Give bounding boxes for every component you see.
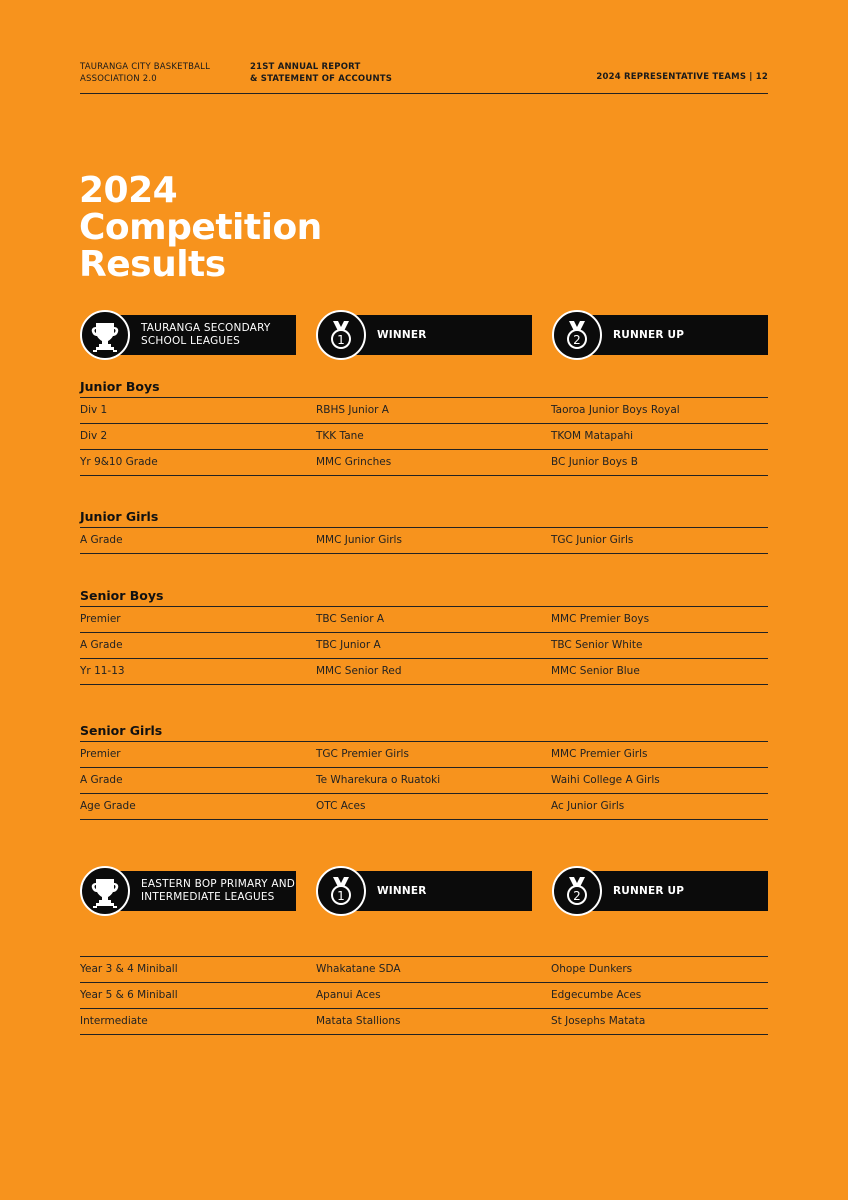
table-row — [80, 633, 768, 659]
league-banner-primary — [80, 865, 296, 917]
runner-up-banner-primary — [552, 865, 768, 917]
header-divider — [80, 93, 768, 94]
medal-1-icon — [316, 866, 366, 916]
runner-up-heading: RUNNER UP — [613, 328, 685, 341]
league-name-line1: TAURANGA SECONDARY — [141, 322, 271, 334]
medal-2-icon — [552, 866, 602, 916]
runner-up-cell: MMC Premier Boys — [551, 613, 650, 625]
section-junior-girls — [80, 507, 768, 554]
league-name — [141, 315, 271, 355]
table-row — [80, 607, 768, 633]
results-table — [80, 397, 768, 476]
runner-up-cell: TKOM Matapahi — [551, 430, 634, 442]
header-report-line1: 21ST ANNUAL REPORT — [250, 62, 361, 72]
table-row — [80, 768, 768, 794]
results-table — [80, 527, 768, 554]
table-row — [80, 398, 768, 424]
runner-up-heading: RUNNER UP — [613, 884, 685, 897]
header-org-line2: ASSOCIATION 2.0 — [80, 74, 157, 84]
winner-cell: TBC Senior A — [316, 613, 385, 625]
svg-text:2: 2 — [573, 889, 581, 903]
table-row — [80, 659, 768, 685]
winner-banner-secondary — [316, 309, 532, 361]
trophy-icon — [80, 310, 130, 360]
winner-cell: Te Wharekura o Ruatoki — [316, 774, 441, 786]
league-name-line2: SCHOOL LEAGUES — [141, 335, 241, 347]
section-primary-intermediate — [80, 956, 768, 1035]
table-row — [80, 957, 768, 983]
grade-cell: Div 1 — [80, 404, 108, 416]
winner-cell: MMC Grinches — [316, 456, 392, 468]
svg-text:2: 2 — [573, 333, 581, 347]
page-title-line1: 2024 — [79, 170, 178, 211]
table-row — [80, 794, 768, 820]
grade-cell: A Grade — [80, 534, 123, 546]
section-title: Junior Girls — [80, 509, 159, 524]
primary-banner-row — [80, 865, 768, 917]
winner-cell: MMC Senior Red — [316, 665, 402, 677]
grade-cell: Yr 9&10 Grade — [80, 456, 158, 468]
svg-text:1: 1 — [337, 889, 345, 903]
winner-heading: WINNER — [377, 884, 427, 897]
header-section-page: 2024 REPRESENTATIVE TEAMS | 12 — [596, 72, 768, 82]
winner-cell: MMC Junior Girls — [316, 534, 402, 546]
runner-up-cell: TBC Senior White — [551, 639, 643, 651]
section-title: Senior Girls — [80, 723, 163, 738]
winner-cell: RBHS Junior A — [316, 404, 389, 416]
section-title: Senior Boys — [80, 588, 164, 603]
results-table — [80, 741, 768, 820]
header-report-line2: & STATEMENT OF ACCOUNTS — [250, 74, 393, 84]
page-title — [79, 172, 322, 283]
runner-up-cell: BC Junior Boys B — [551, 456, 638, 468]
runner-up-cell: Taoroa Junior Boys Royal — [551, 404, 680, 416]
section-junior-boys — [80, 377, 768, 476]
medal-2-icon — [552, 310, 602, 360]
table-row — [80, 983, 768, 1009]
grade-cell: Yr 11-13 — [80, 665, 125, 677]
table-row — [80, 1009, 768, 1035]
grade-cell: Premier — [80, 748, 121, 760]
header-organisation — [80, 61, 210, 85]
results-table — [80, 956, 768, 1035]
header-report-title — [250, 61, 392, 85]
header-org-line1: TAURANGA CITY BASKETBALL — [80, 62, 211, 72]
runner-up-cell: Waihi College A Girls — [551, 774, 660, 786]
grade-cell: Year 3 & 4 Miniball — [80, 963, 178, 975]
winner-banner-primary — [316, 865, 532, 917]
runner-up-cell: Edgecumbe Aces — [551, 989, 642, 1001]
runner-up-cell: MMC Senior Blue — [551, 665, 640, 677]
runner-up-cell: St Josephs Matata — [551, 1015, 646, 1027]
table-row — [80, 528, 768, 554]
section-senior-boys — [80, 586, 768, 685]
grade-cell: Premier — [80, 613, 121, 625]
table-row — [80, 424, 768, 450]
page-title-line3: Results — [79, 244, 226, 285]
league-name-line2: INTERMEDIATE LEAGUES — [141, 891, 275, 903]
trophy-icon — [80, 866, 130, 916]
runner-up-cell: Ac Junior Girls — [551, 800, 625, 812]
runner-up-cell: MMC Premier Girls — [551, 748, 648, 760]
winner-cell: Whakatane SDA — [316, 963, 401, 975]
winner-cell: Matata Stallions — [316, 1015, 401, 1027]
grade-cell: A Grade — [80, 639, 123, 651]
runner-up-cell: Ohope Dunkers — [551, 963, 633, 975]
grade-cell: Intermediate — [80, 1015, 148, 1027]
grade-cell: Year 5 & 6 Miniball — [80, 989, 178, 1001]
results-table — [80, 606, 768, 685]
page-title-line2: Competition — [79, 207, 322, 248]
winner-cell: TBC Junior A — [316, 639, 381, 651]
winner-cell: TKK Tane — [316, 430, 364, 442]
winner-cell: TGC Premier Girls — [316, 748, 409, 760]
medal-1-icon — [316, 310, 366, 360]
section-senior-girls — [80, 721, 768, 820]
grade-cell: Age Grade — [80, 800, 136, 812]
svg-text:1: 1 — [337, 333, 345, 347]
grade-cell: A Grade — [80, 774, 123, 786]
winner-cell: Apanui Aces — [316, 989, 381, 1001]
table-row — [80, 742, 768, 768]
winner-cell: OTC Aces — [316, 800, 366, 812]
winner-heading: WINNER — [377, 328, 427, 341]
runner-up-banner-secondary — [552, 309, 768, 361]
table-row — [80, 450, 768, 476]
secondary-banner-row — [80, 309, 768, 361]
league-banner-secondary — [80, 309, 296, 361]
runner-up-cell: TGC Junior Girls — [551, 534, 634, 546]
grade-cell: Div 2 — [80, 430, 108, 442]
section-title: Junior Boys — [80, 379, 160, 394]
league-name — [141, 871, 295, 911]
league-name-line1: EASTERN BOP PRIMARY AND — [141, 878, 296, 890]
